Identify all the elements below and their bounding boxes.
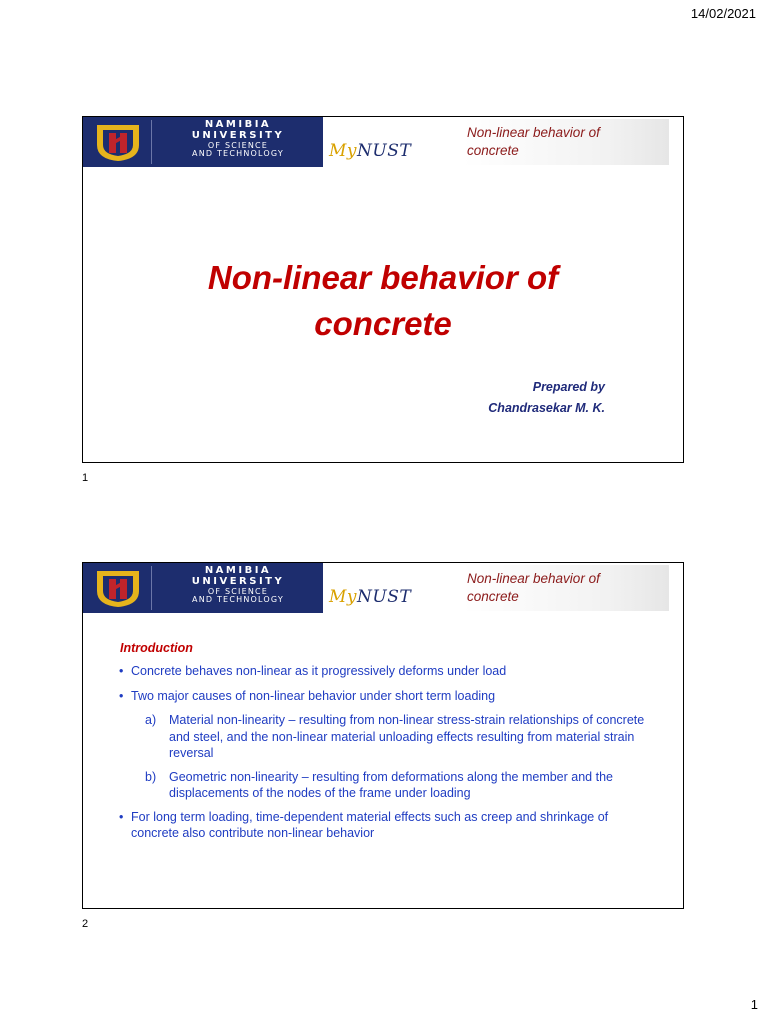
slide-title: Non-linear behavior of concrete	[207, 259, 559, 342]
university-logo-banner	[83, 117, 323, 167]
bullet-icon: •	[119, 664, 124, 678]
author-name: Chandrasekar M. K.	[488, 401, 605, 415]
list-item: • Concrete behaves non-linear as it progressively deforms under load	[119, 664, 507, 678]
slide-1	[82, 116, 684, 463]
document-date: 14/02/2021	[690, 6, 756, 21]
page-number: 1	[750, 997, 758, 1012]
university-logo-banner	[83, 563, 323, 613]
slide-number-2: 2	[82, 918, 89, 930]
sub-list-item: a) Material non-linearity – resulting from non-linear stress-strain relationships of concrete and steel, and the non-linear material unloading effects resulting from material strain reversal	[145, 713, 645, 760]
list-item: • Two major causes of non-linear behavior under short term loading	[119, 688, 496, 703]
list-item: • For long term loading, time-dependent material effects such as creep and shrinkage of concrete also contribute non-linear behavior	[119, 809, 609, 840]
author-credit	[488, 377, 605, 419]
slide-2	[82, 562, 684, 909]
bullet-icon: •	[119, 809, 124, 824]
mynust-logo: MyNUST	[329, 141, 412, 161]
slide-number-1: 1	[82, 472, 89, 484]
slide-header	[83, 563, 683, 613]
mynust-logo: MyNUST	[329, 587, 412, 607]
prepared-by-label: Prepared by	[532, 380, 605, 394]
university-name: NAMIBIA UNIVERSITY OF SCIENCE AND TECHNOLOGY	[191, 119, 285, 159]
header-title: Non-linear behavior of concrete	[467, 125, 600, 158]
nust-shield-icon	[91, 567, 145, 609]
section-heading: Introduction	[120, 641, 193, 655]
university-name: NAMIBIA UNIVERSITY OF SCIENCE AND TECHNOLOGY	[191, 565, 285, 605]
nust-shield-icon	[91, 121, 145, 163]
sub-list-item: b) Geometric non-linearity – resulting from deformations along the member and the displacements of the nodes of the frame under loading	[145, 769, 613, 800]
slide-header	[83, 117, 683, 167]
slide-content	[119, 663, 649, 850]
bullet-icon: •	[119, 688, 124, 703]
header-title: Non-linear behavior of concrete	[467, 571, 600, 604]
